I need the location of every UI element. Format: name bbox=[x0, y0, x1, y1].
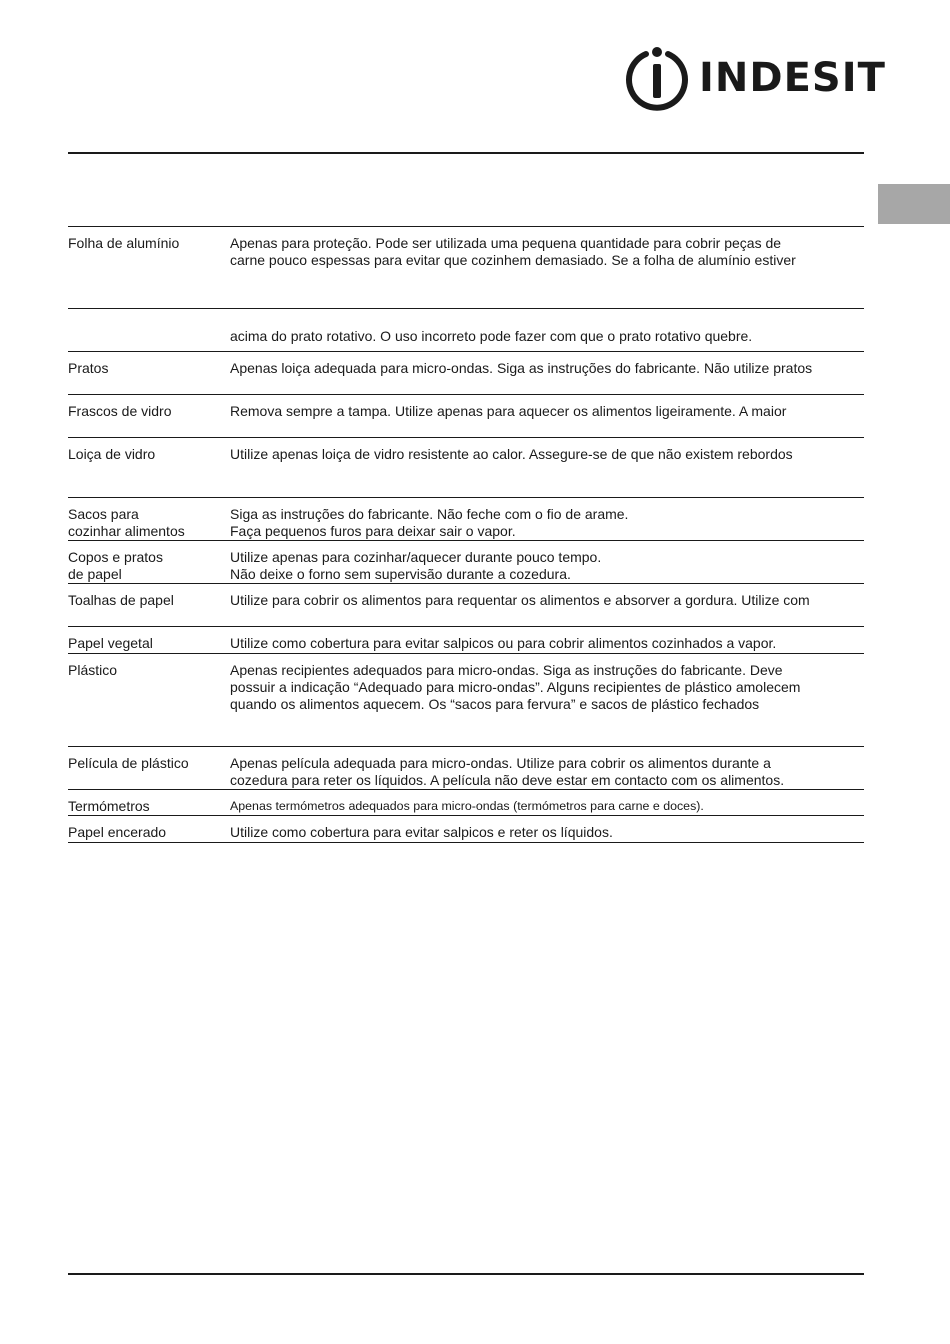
table-row bbox=[68, 437, 864, 497]
table-row bbox=[68, 653, 864, 746]
table-row bbox=[68, 789, 864, 815]
table-row bbox=[68, 497, 864, 540]
material-cell: Plástico bbox=[68, 662, 118, 678]
usage-cell: Remova sempre a tampa. Utilize apenas para aquecer os alimentos ligeiramente. A maior bbox=[230, 403, 787, 419]
material-cell: Folha de alumínio bbox=[68, 235, 180, 251]
indesit-logo bbox=[624, 44, 886, 114]
usage-cell: Apenas película adequada para micro-ondas. Utilize para cobrir os alimentos durante a cozedura para reter os líquidos. A película não deve estar em contacto com os alimentos. bbox=[230, 755, 785, 788]
material-cell: Pratos bbox=[68, 360, 109, 376]
table-row bbox=[68, 746, 864, 789]
material-cell: Copos e pratos de papel bbox=[68, 549, 163, 582]
material-cell: Sacos para cozinhar alimentos bbox=[68, 506, 185, 539]
table-row bbox=[68, 815, 864, 843]
table-row bbox=[68, 351, 864, 394]
material-cell: Toalhas de papel bbox=[68, 592, 174, 608]
footer-divider bbox=[68, 1273, 864, 1275]
material-cell: Frascos de vidro bbox=[68, 403, 172, 419]
material-cell: Papel vegetal bbox=[68, 635, 153, 651]
brand-name: INDESIT bbox=[699, 55, 886, 101]
usage-cell: Utilize como cobertura para evitar salpicos ou para cobrir alimentos cozinhados a vapor. bbox=[230, 635, 777, 651]
material-cell: Película de plástico bbox=[68, 755, 189, 771]
material-cell: Termómetros bbox=[68, 798, 150, 814]
section-tab-marker bbox=[878, 184, 950, 224]
table-row bbox=[68, 583, 864, 626]
table-row bbox=[68, 540, 864, 583]
usage-cell: Apenas recipientes adequados para micro-ondas. Siga as instruções do fabricante. Deve possuir a indicação “Adequado para micro-ondas”. Alguns recipientes de plástico amolecem quando os alimentos aquecem. Os “sacos para fervura” e sacos de plástico fechados bbox=[230, 662, 801, 712]
table-row bbox=[68, 226, 864, 308]
usage-cell: acima do prato rotativo. O uso incorreto pode fazer com que o prato rotativo quebre. bbox=[230, 328, 753, 344]
material-cell: Papel encerado bbox=[68, 824, 167, 840]
usage-cell: Apenas para proteção. Pode ser utilizada uma pequena quantidade para cobrir peças de carne pouco espessas para evitar que cozinhem demasiado. Se a folha de alumínio estiver bbox=[230, 235, 796, 268]
usage-cell: Apenas termómetros adequados para micro-ondas (termómetros para carne e doces). bbox=[230, 799, 704, 813]
usage-cell: Utilize apenas loiça de vidro resistente ao calor. Assegure-se de que não existem rebordos bbox=[230, 446, 793, 462]
brand-i-icon bbox=[624, 44, 690, 114]
usage-cell: Utilize para cobrir os alimentos para requentar os alimentos e absorver a gordura. Utilize com bbox=[230, 592, 810, 608]
table-row bbox=[68, 394, 864, 437]
table-row bbox=[68, 308, 864, 351]
header-divider bbox=[68, 152, 864, 154]
usage-cell: Apenas loiça adequada para micro-ondas. Siga as instruções do fabricante. Não utilize pratos bbox=[230, 360, 813, 376]
usage-cell: Siga as instruções do fabricante. Não feche com o fio de arame. Faça pequenos furos para deixar sair o vapor. bbox=[230, 506, 629, 539]
material-cell: Loiça de vidro bbox=[68, 446, 156, 462]
usage-cell: Utilize apenas para cozinhar/aquecer durante pouco tempo. Não deixe o forno sem supervisão durante a cozedura. bbox=[230, 549, 602, 582]
usage-cell: Utilize como cobertura para evitar salpicos e reter os líquidos. bbox=[230, 824, 613, 840]
table-row bbox=[68, 626, 864, 653]
